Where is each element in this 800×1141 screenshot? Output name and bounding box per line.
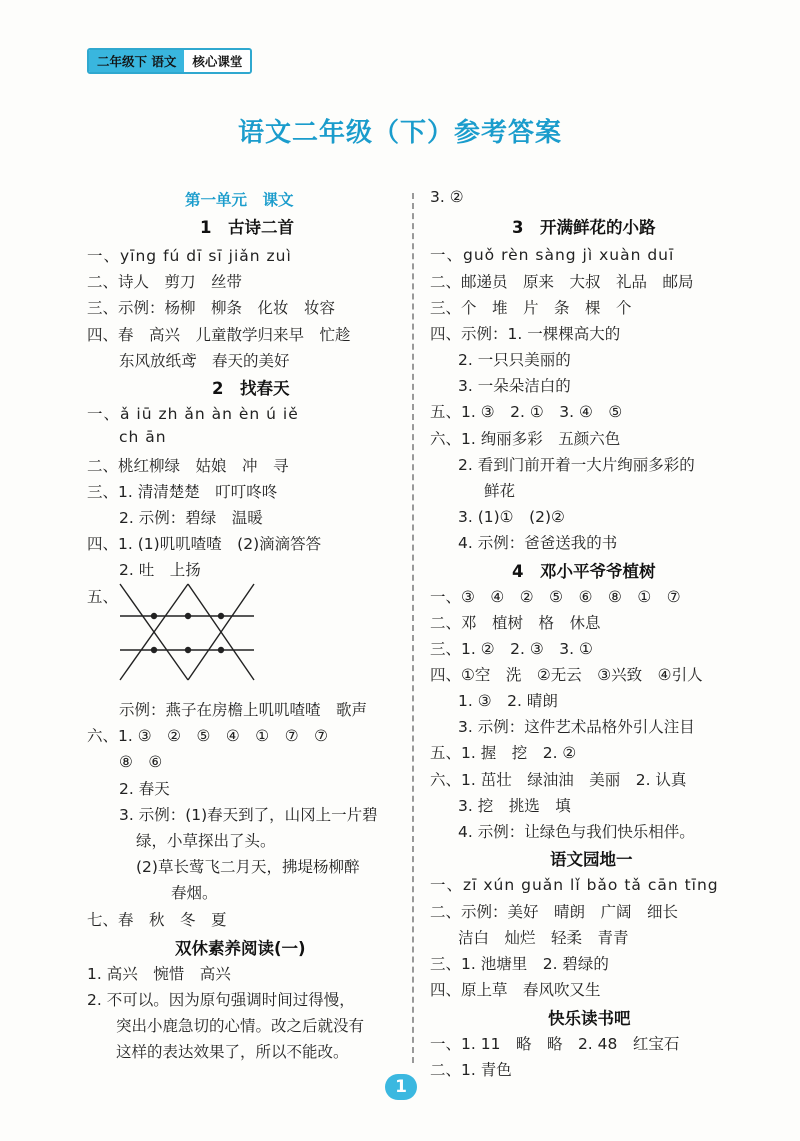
answer-line: 4. 示例：让绿色与我们快乐相伴。 (458, 823, 695, 841)
answer-line: 1. 高兴 惋惜 高兴 (87, 965, 231, 983)
answer-line: 突出小鹿急切的心情。改之后就没有 (116, 1017, 365, 1035)
answer-line: 五、1. 握 挖 2. ② (430, 744, 577, 762)
answer-line: 三、1. ② 2. ③ 3. ① (430, 640, 593, 658)
answer-line: ⑧ ⑥ (119, 753, 163, 771)
answer-line: 1. ③ 2. 晴朗 (458, 692, 558, 710)
section-heading: 快乐读书吧 (548, 1009, 631, 1028)
answer-line: 二、邮递员 原来 大叔 礼品 邮局 (430, 273, 694, 291)
answer-line: 四、①空 洗 ②无云 ③兴致 ④引人 (430, 666, 703, 684)
answer-line: 2. 示例：碧绿 温暖 (119, 509, 263, 527)
section-heading: 第一单元 课文 (185, 191, 294, 209)
answer-line: 东风放纸鸢 春天的美好 (119, 352, 290, 370)
answer-line: 一、guǒ rèn sàng jì xuàn duī (430, 246, 675, 264)
answer-line: 三、1. 池塘里 2. 碧绿的 (430, 955, 609, 973)
lesson-heading: 3 开满鲜花的小路 (512, 218, 656, 237)
answer-line: 2. 不可以。因为原句强调时间过得慢， (87, 991, 355, 1009)
answer-line: 二、诗人 剪刀 丝带 (87, 273, 243, 291)
answer-line: 七、春 秋 冬 夏 (87, 911, 227, 929)
answer-line: 2. 吐 上扬 (119, 561, 201, 579)
lesson-heading: 2 找春天 (212, 379, 290, 398)
answer-line: 一、1. 11 略 略 2. 48 红宝石 (430, 1035, 680, 1053)
lesson-heading: 1 古诗二首 (200, 218, 294, 237)
answer-line: 这样的表达效果了，所以不能改。 (116, 1043, 349, 1061)
answer-line: 六、1. 绚丽多彩 五颜六色 (430, 430, 621, 448)
answer-line: 四、春 高兴 儿童散学归来早 忙趁 (87, 326, 351, 344)
answer-line: 2. 看到门前开着一大片绚丽多彩的 (458, 456, 695, 474)
series-tag (87, 48, 252, 74)
answer-line: 一、zī xún guǎn lǐ bǎo tǎ cān tīng (430, 876, 719, 894)
section-heading: 语文园地一 (550, 850, 633, 869)
answer-line: 五、 (87, 588, 119, 606)
series-label: 核心课堂 (184, 50, 250, 72)
answer-line: 三、1. 清清楚楚 叮叮咚咚 (87, 483, 278, 501)
answer-line: 2. 一只只美丽的 (458, 351, 571, 369)
answer-line: 绿，小草探出了头。 (136, 832, 276, 850)
section-heading: 双休素养阅读(一) (175, 939, 306, 958)
answer-line: 五、1. ③ 2. ① 3. ④ ⑤ (430, 403, 623, 421)
answer-line: 春烟。 (171, 884, 218, 902)
answer-line: 三、示例：杨柳 柳条 化妆 妆容 (87, 299, 336, 317)
answer-line: 3. 示例：(1)春天到了，山冈上一片碧 (119, 806, 378, 824)
answer-line: 一、ǎ iū zh ǎn àn èn ú iě (87, 405, 299, 423)
matching-diagram (118, 580, 270, 690)
answer-line: (2)草长莺飞二月天，拂堤杨柳醉 (136, 858, 360, 876)
answer-line: 四、1. (1)叽叽喳喳 (2)滴滴答答 (87, 535, 322, 553)
answer-line: 二、邓 植树 格 休息 (430, 614, 601, 632)
answer-line: 鲜花 (484, 482, 516, 500)
answer-line: 六、1. ③ ② ⑤ ④ ① ⑦ ⑦ (87, 727, 328, 745)
answer-line: 3. 挖 挑选 填 (458, 797, 571, 815)
answer-line: 2. 春天 (119, 780, 170, 798)
answer-line: 二、示例：美好 晴朗 广阔 细长 (430, 903, 679, 921)
answer-line: 3. ② (430, 188, 464, 206)
answer-line: 二、1. 青色 (430, 1061, 512, 1079)
answer-line: 3. (1)① (2)② (458, 508, 565, 526)
answer-line: 四、原上草 春风吹又生 (430, 981, 601, 999)
answer-line: 一、yīng fú dī sī jiǎn zuì (87, 247, 292, 265)
answer-line: 六、1. 茁壮 绿油油 美丽 2. 认真 (430, 771, 687, 789)
answer-line: 示例：燕子在房檐上叽叽喳喳 歌声 (119, 701, 368, 719)
answer-line: 三、个 堆 片 条 棵 个 (430, 299, 632, 317)
page-number: 1 (385, 1074, 417, 1100)
answer-line: 四、示例：1. 一棵棵高大的 (430, 325, 621, 343)
answer-line: 3. 示例：这件艺术品格外引人注目 (458, 718, 695, 736)
answer-line: 一、③ ④ ② ⑤ ⑥ ⑧ ① ⑦ (430, 588, 681, 606)
page-title: 语文二年级（下）参考答案 (237, 118, 562, 148)
answer-line: 4. 示例：爸爸送我的书 (458, 534, 618, 552)
answer-line: ch ān (119, 428, 167, 446)
answer-line: 洁白 灿烂 轻柔 青青 (458, 929, 629, 947)
answer-line: 二、桃红柳绿 姑娘 冲 寻 (87, 457, 289, 475)
column-divider (412, 193, 414, 1063)
lesson-heading: 4 邓小平爷爷植树 (512, 562, 656, 581)
answer-line: 3. 一朵朵洁白的 (458, 377, 571, 395)
grade-subject-label: 二年级下 语文 (89, 50, 184, 72)
